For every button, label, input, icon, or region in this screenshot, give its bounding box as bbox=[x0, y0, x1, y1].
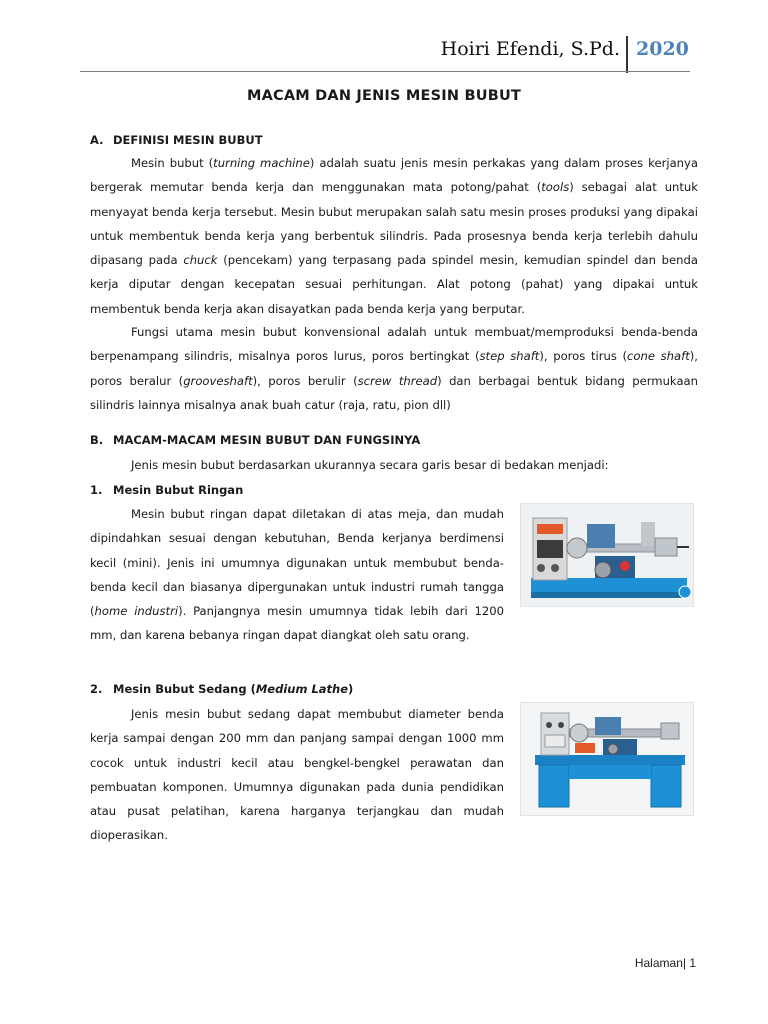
item-2-number: 2. bbox=[90, 682, 103, 696]
section-b-heading bbox=[90, 433, 420, 447]
text-run: ), poros tirus ( bbox=[539, 349, 628, 364]
section-b-title: MACAM-MACAM MESIN BUBUT DAN FUNGSINYA bbox=[113, 433, 421, 447]
italic-term: step shaft bbox=[479, 349, 540, 364]
header-divider bbox=[626, 36, 628, 73]
section-a-letter: A. bbox=[90, 133, 104, 147]
text-run: Mesin bubut ringan dapat diletakan di atas meja, dan mudah dipindahkan sesuai dengan kebutuhan, Benda kerjanya berdimensi kecil (mini). Jenis ini umumnya digunakan untuk membubut benda-benda kecil dan biasanya dipergunakan untuk industri rumah tangga ( bbox=[90, 507, 504, 619]
item-2-title-b: ) bbox=[348, 682, 354, 696]
section-a-paragraph-2 bbox=[90, 320, 698, 417]
item-2-title-a: Mesin Bubut Sedang ( bbox=[113, 682, 256, 696]
section-b-letter: B. bbox=[90, 433, 104, 447]
header-author: Hoiri Efendi, S.Pd. bbox=[440, 38, 620, 60]
medium-lathe-image bbox=[520, 702, 694, 816]
item-2-heading bbox=[90, 682, 353, 696]
text-run: ), poros beralur ( bbox=[90, 349, 698, 388]
text-run: ) dan berbagai bentuk bidang permukaan silindris lainnya misalnya anak buah catur (raja, ratu, pion dll) bbox=[90, 373, 698, 412]
italic-term: home industri bbox=[94, 604, 179, 619]
item-1-title: Mesin Bubut Ringan bbox=[113, 483, 244, 497]
text-run: ). Panjangnya mesin umumnya tidak lebih dari 1200 mm, dan karena bebanya ringan dapat diangkat oleh satu orang. bbox=[90, 604, 505, 643]
italic-term: tools bbox=[541, 180, 570, 195]
italic-term: cone shaft bbox=[627, 349, 690, 364]
text-run: Fungsi utama mesin bubut konvensional adalah untuk membuat/memproduksi benda-benda berpenampang silindris, misalnya poros lurus, poros bertingkat ( bbox=[90, 325, 698, 364]
light-lathe-image bbox=[520, 503, 694, 607]
section-b-intro: Jenis mesin bubut berdasarkan ukurannya secara garis besar di bedakan menjadi: bbox=[131, 458, 609, 472]
section-a-title: DEFINISI MESIN BUBUT bbox=[113, 133, 263, 147]
text-run: Mesin bubut ( bbox=[131, 156, 214, 170]
item-1-number: 1. bbox=[90, 483, 103, 497]
header-year: 2020 bbox=[636, 38, 689, 60]
text-run: ) sebagai alat untuk menyayat benda kerja tersebut. Mesin bubut merupakan salah satu mesin proses produksi yang dipakai untuk membentuk benda kerja yang berbentuk silindris. Pada prosesnya benda kerja terlebih dahulu dipasang pada bbox=[90, 180, 698, 268]
item-2-title-italic: Medium Lathe bbox=[255, 682, 349, 696]
section-a-heading bbox=[90, 133, 263, 147]
page-number: Halaman| 1 bbox=[634, 956, 696, 970]
italic-term: turning machine bbox=[213, 156, 310, 170]
text-run: ) adalah suatu jenis mesin perkakas yang dalam proses kerjanya bergerak memutar benda kerja dan menggunakan mata potong/pahat ( bbox=[90, 156, 698, 195]
document-title: MACAM DAN JENIS MESIN BUBUT bbox=[246, 88, 522, 104]
header-rule bbox=[80, 71, 690, 72]
italic-term: screw thread bbox=[357, 373, 438, 388]
italic-term: grooveshaft bbox=[183, 373, 253, 388]
text-run: ), poros berulir ( bbox=[252, 373, 358, 388]
item-2-paragraph: Jenis mesin bubut sedang dapat membubut diameter benda kerja sampai dengan 200 mm dan panjang sampai dengan 1000 mm cocok untuk industri kecil atau bengkel-bengkel perawatan dan pembuatan komponen. Umumnya digunakan pada dunia pendidikan atau pusat pelatihan, karena harganya terjangkau dan mudah dioperasikan. bbox=[90, 707, 504, 843]
italic-term: chuck bbox=[183, 253, 218, 268]
text-run: (pencekam) yang terpasang pada spindel mesin, kemudian spindel dan benda kerja diputar dengan kecepatan sesuai perhitungan. Alat potong (pahat) yang dipakai untuk membentuk benda kerja akan disayatkan pada benda kerja yang berputar. bbox=[90, 253, 698, 316]
item-1-heading bbox=[90, 483, 243, 497]
section-a-paragraph-1 bbox=[90, 151, 698, 321]
item-1-paragraph bbox=[90, 502, 504, 648]
